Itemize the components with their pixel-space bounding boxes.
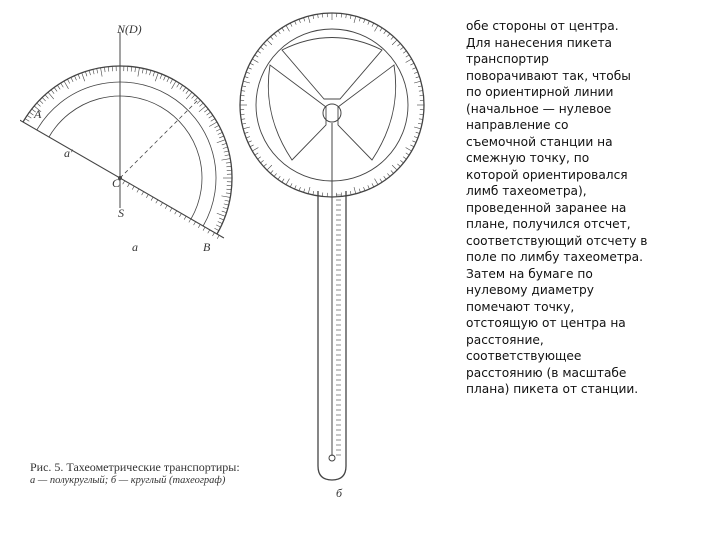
ring-tick [350,191,351,195]
scale-tick [179,213,181,216]
degree-tick [142,68,143,73]
ring-tick [392,165,397,170]
scale-tick [175,211,177,214]
ring-tick [350,15,351,19]
ring-tick [416,77,420,78]
text-line: помечают точку, [466,299,575,314]
ring-tick [414,127,421,129]
scale-tick [165,205,167,208]
degree-tick [172,81,177,89]
text-line: поле по лимбу тахеометра. [466,250,643,264]
ring-tick [364,187,365,191]
scale-tick [170,208,172,211]
degree-tick [85,71,87,76]
ring-tick [258,51,261,53]
ring-tick [243,127,250,129]
ring-tick [375,25,379,31]
degree-tick [78,74,80,79]
ring-tick [267,40,272,45]
ring-tick [372,183,374,187]
degree-tick [37,103,41,106]
protractor-figure [20,10,460,530]
degree-tick [61,83,64,87]
ring-tick [412,68,416,70]
ring-tick [418,86,422,87]
ring-tick [387,34,390,37]
ring-tick [419,91,423,92]
degree-tick [108,67,109,72]
north-label: N(D) [117,22,142,36]
ring-tick [416,132,420,133]
ring-tick [406,55,409,57]
degree-tick [219,136,224,138]
degree-tick [222,211,227,213]
degree-tick [192,95,195,99]
body-text [466,18,710,398]
ring-tick [400,160,403,163]
scale-tick [127,183,129,186]
text-line: нулевому диаметру [466,283,594,297]
ring-tick [313,191,314,195]
degree-tick [25,119,29,122]
ring-tick [368,21,370,25]
ring-tick [414,137,418,138]
ring-tick [403,157,406,159]
scale-tick [194,222,196,225]
sub-figure-a-label: а [132,240,138,254]
text-line: по ориентирной линии [466,85,614,99]
ring-tick [308,187,310,194]
degree-tick [27,115,31,118]
text-line: которой ориентировался [466,167,628,182]
ring-tick [397,164,400,167]
protractor-drawing [20,10,460,530]
ring-tick [264,43,267,46]
ring-tick [290,23,292,27]
degree-tick [54,87,57,91]
ring-tick [267,165,272,170]
degree-tick [211,119,215,122]
degree-tick [104,67,105,72]
ring-tick [414,81,421,83]
ring-tick [278,31,280,34]
ring-tick [245,77,249,78]
ring-tick [241,91,245,92]
degree-tick [221,196,230,198]
degree-tick [221,159,230,161]
ring-tick [255,153,258,155]
ring-tick [359,18,360,22]
text-line: обе стороны от центра. [466,19,619,33]
ring-tick [392,40,397,45]
degree-tick [222,143,227,145]
degree-tick [209,115,213,118]
ring-tick [380,179,382,182]
degree-tick [197,100,201,103]
scale-tick [217,235,219,238]
scale-tick [142,192,144,195]
ring-tick [406,59,412,63]
scale-tick [156,200,158,203]
ring-tick [282,179,284,182]
degree-tick [64,81,69,89]
text-line: съемочной станции на [466,134,613,149]
degree-tick [146,69,147,74]
degree-tick [97,68,98,73]
degree-tick [194,97,197,101]
point-b-label: B [203,240,211,254]
ring-tick [354,16,356,23]
degree-tick [216,225,220,227]
ring-tick [278,176,280,179]
ring-tick [410,63,414,65]
degree-tick [45,95,48,99]
ring-tick [406,153,409,155]
ring-tick [242,123,246,124]
ring-tick [295,185,297,189]
ring-tick [252,148,258,152]
ring-tick [391,170,394,173]
scale-tick [151,197,153,200]
scale-tick [146,194,148,197]
degree-tick [71,77,73,81]
text-line: плана) пикета от станции. [466,382,639,396]
ring-tick [372,23,374,27]
degree-tick [135,67,136,72]
scale-tick [123,181,125,184]
degree-tick [218,222,223,224]
text-line: лимб тахеометра), [466,184,587,198]
ring-tick [295,21,297,25]
top-window [282,38,382,100]
caption-legend: а — полукруглый; б — круглый (тахеограф) [30,475,226,486]
text-line: соответствующее [466,349,582,363]
ring-tick [419,119,423,120]
ring-tick [384,31,386,34]
degree-tick [217,213,225,216]
ring-tick [246,137,250,138]
scale-tick [184,216,186,219]
ring-tick [270,37,273,40]
degree-tick [225,200,230,201]
ring-tick [274,34,277,37]
scale-tick [132,186,134,189]
text-line: смежную точку, по [466,151,590,165]
degree-tick [199,106,206,112]
ring-tick [410,145,414,147]
degree-tick [214,125,218,127]
right-window [338,65,396,160]
ring-tick [261,160,264,163]
south-label: S [118,206,124,220]
ring-tick [299,187,300,191]
degree-tick [183,87,186,91]
center-label: C [112,176,121,190]
scale-tick [161,203,163,206]
text-line: поворачивают так, чтобы [466,68,631,83]
ring-tick [246,72,250,73]
ring-tick [270,170,273,173]
text-line: (начальное — нулевое [466,101,612,116]
ring-tick [412,141,416,143]
scale-tick [189,219,191,222]
ring-tick [252,59,258,63]
degree-tick [180,85,183,89]
ring-tick [308,16,310,23]
degree-tick [216,129,220,131]
figure-caption [30,460,290,486]
text-line: Затем на бумаге по [466,266,593,281]
degree-tick [223,147,228,148]
text-line: транспортир [466,52,549,66]
degree-tick [93,69,94,74]
point-a-prime-label: a' [64,146,73,160]
ring-tick [368,185,370,189]
degree-tick [57,85,60,89]
degree-tick [218,132,223,134]
degree-tick [51,90,54,94]
degree-tick [224,204,229,205]
text-line: Для нанесения пикета [466,35,613,50]
ring-tick [354,187,356,194]
degree-tick [214,228,218,230]
degree-tick [48,92,54,99]
degree-tick [209,122,217,127]
ring-tick [304,189,305,193]
degree-tick [167,77,169,81]
degree-tick [164,76,166,81]
ring-tick [264,164,267,167]
ring-tick [274,173,277,176]
ring-tick [397,43,400,46]
ring-tick [418,123,422,124]
degree-tick [209,230,217,235]
degree-tick [223,207,228,208]
ring-tick [242,86,246,87]
ring-tick [364,19,365,23]
degree-tick [42,97,45,101]
degree-tick [39,100,43,103]
ring-tick [258,157,261,159]
degree-tick [67,79,69,83]
degree-tick [155,73,158,81]
ring-tick [387,173,390,176]
outer-arc [23,66,232,234]
degree-tick [219,218,224,220]
ring-tick [255,55,258,57]
ring-tick [403,51,406,53]
ring-tick [290,183,292,187]
text-line: направление со [466,118,569,132]
dashed-radius [120,99,199,178]
ring-tick [248,141,252,143]
ring-tick [304,18,305,22]
ring-tick [384,176,386,179]
degree-tick [131,67,132,72]
ring-tick [250,63,254,65]
degree-tick [101,68,103,77]
degree-tick [207,112,211,115]
text-line: плане, получился отсчет, [466,217,631,231]
ring-tick [245,132,249,133]
scale-tick [212,233,214,236]
degree-tick [23,122,31,127]
left-window [268,65,326,160]
degree-tick [226,166,231,167]
ring-tick [241,119,245,120]
scale-tick [198,224,200,227]
ring-tick [299,19,300,23]
degree-tick [217,140,225,143]
degree-tick [226,189,231,190]
scale-tick [208,230,210,233]
ring-tick [359,189,360,193]
ring-tick [346,14,347,18]
ring-tick [250,145,254,147]
ring-tick [286,25,290,31]
degree-tick [226,193,231,194]
degree-tick [225,155,230,156]
degree-tick [138,68,140,77]
ring-tick [406,148,412,152]
degree-tick [226,162,231,163]
ring-tick [414,72,418,73]
sub-figure-b-label: б [336,486,343,500]
degree-tick [29,112,33,115]
text-line: проведенной заранее на [466,200,627,215]
degree-tick [160,74,162,79]
degree-tick [149,70,150,75]
scale-tick [137,189,139,192]
caption-title: Рис. 5. Тахеометрические транспортиры: [30,460,240,474]
scale-tick [203,227,205,230]
ring-tick [318,14,319,18]
ring-tick [248,68,252,70]
ring-tick [391,37,394,40]
degree-tick [153,71,155,76]
degree-tick [204,109,208,112]
degree-tick [82,73,85,81]
ring-tick [261,47,264,50]
degree-tick [224,151,229,152]
text-line: расстоянию (в масштабе [466,365,627,380]
degree-tick [177,83,180,87]
ring-tick [282,28,284,31]
degree-tick [200,103,204,106]
degree-tick [170,79,172,83]
ring-tick [375,179,379,185]
ring-tick [380,28,382,31]
degree-tick [186,90,189,94]
ring-tick [286,179,290,185]
ring-tick [313,15,314,19]
ring-tick [243,81,250,83]
degree-tick [74,76,76,81]
degree-tick [186,92,192,99]
text-line: соответствующий отсчету в [466,233,648,248]
ring-tick [400,47,403,50]
text-line: отстоящую от центра на [466,316,626,330]
text-line: расстояние, [466,332,544,347]
degree-tick [89,70,90,75]
point-a-label: A [34,107,42,121]
